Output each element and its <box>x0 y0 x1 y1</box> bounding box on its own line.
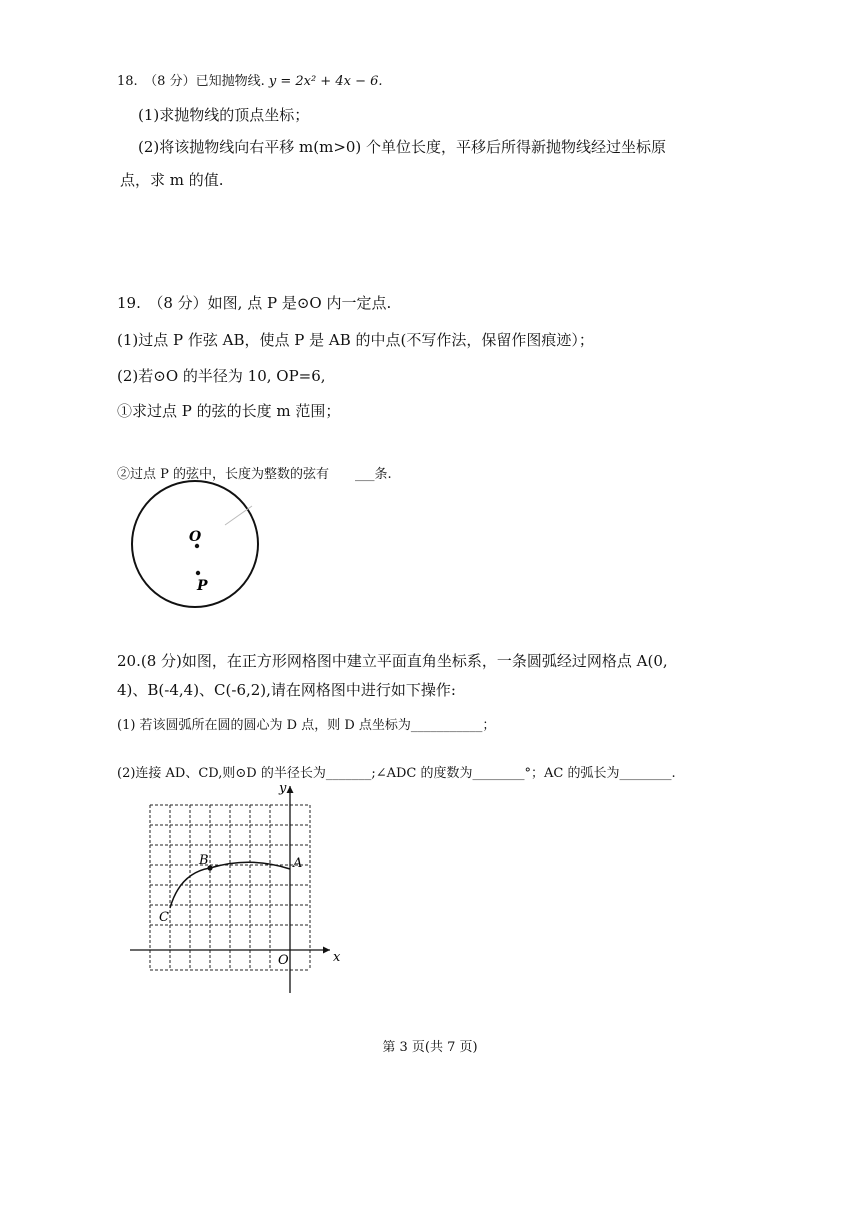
q18-part2: (2)将该抛物线向右平移 m(m>0) 个单位长度，平移后所得新抛物线经过坐标原 <box>138 138 667 156</box>
q20-part2: (2)连接 AD、CD,则⊙D 的半径长为_______;∠ADC 的度数为________°；AC 的弧长为________. <box>117 766 676 781</box>
q19-circle-figure <box>125 480 275 610</box>
page-footer: 第 3 页(共 7 页) <box>382 1040 478 1055</box>
q18-formula: y = 2x² + 4x − 6. <box>268 74 383 89</box>
q20-heading-cont: 4)、B(-4,4)、C(-6,2),请在网格图中进行如下操作: <box>117 681 456 699</box>
label-p: P <box>197 578 208 594</box>
label-o: O <box>189 529 202 545</box>
label-b: B <box>199 853 209 868</box>
q19-part2-1: ①求过点 P 的弦的长度 m 范围； <box>117 402 341 420</box>
q19-part2-2: ②过点 P 的弦中，长度为整数的弦有 ___条. <box>117 467 392 482</box>
q19-heading: 19. （8 分）如图, 点 P 是⊙O 内一定点. <box>117 294 392 312</box>
grid <box>150 805 310 970</box>
q19-part2: (2)若⊙O 的半径为 10, OP=6, <box>117 367 326 385</box>
q20-heading: 20.(8 分)如图，在正方形网格图中建立平面直角坐标系，一条圆弧经过网格点 A(0, <box>117 652 668 670</box>
label-c: C <box>159 910 169 925</box>
y-label: y <box>279 781 287 796</box>
q18-heading: 18. （8 分）已知抛物线. y = 2x² + 4x − 6. <box>117 74 383 89</box>
label-a: A <box>293 856 303 871</box>
q20-part1: (1) 若该圆弧所在圆的圆心为 D 点，则 D 点坐标为___________； <box>117 718 496 733</box>
q18-part1: (1)求抛物线的顶点坐标； <box>138 106 310 124</box>
origin-label: O <box>278 953 289 968</box>
q20-grid-figure <box>125 778 355 1000</box>
q18-part2-cont: 点，求 m 的值. <box>120 171 224 189</box>
q19-part1: (1)过点 P 作弦 AB，使点 P 是 AB 的中点(不写作法，保留作图痕迹）； <box>117 331 594 349</box>
point-p <box>196 571 200 575</box>
x-label: x <box>333 950 341 965</box>
